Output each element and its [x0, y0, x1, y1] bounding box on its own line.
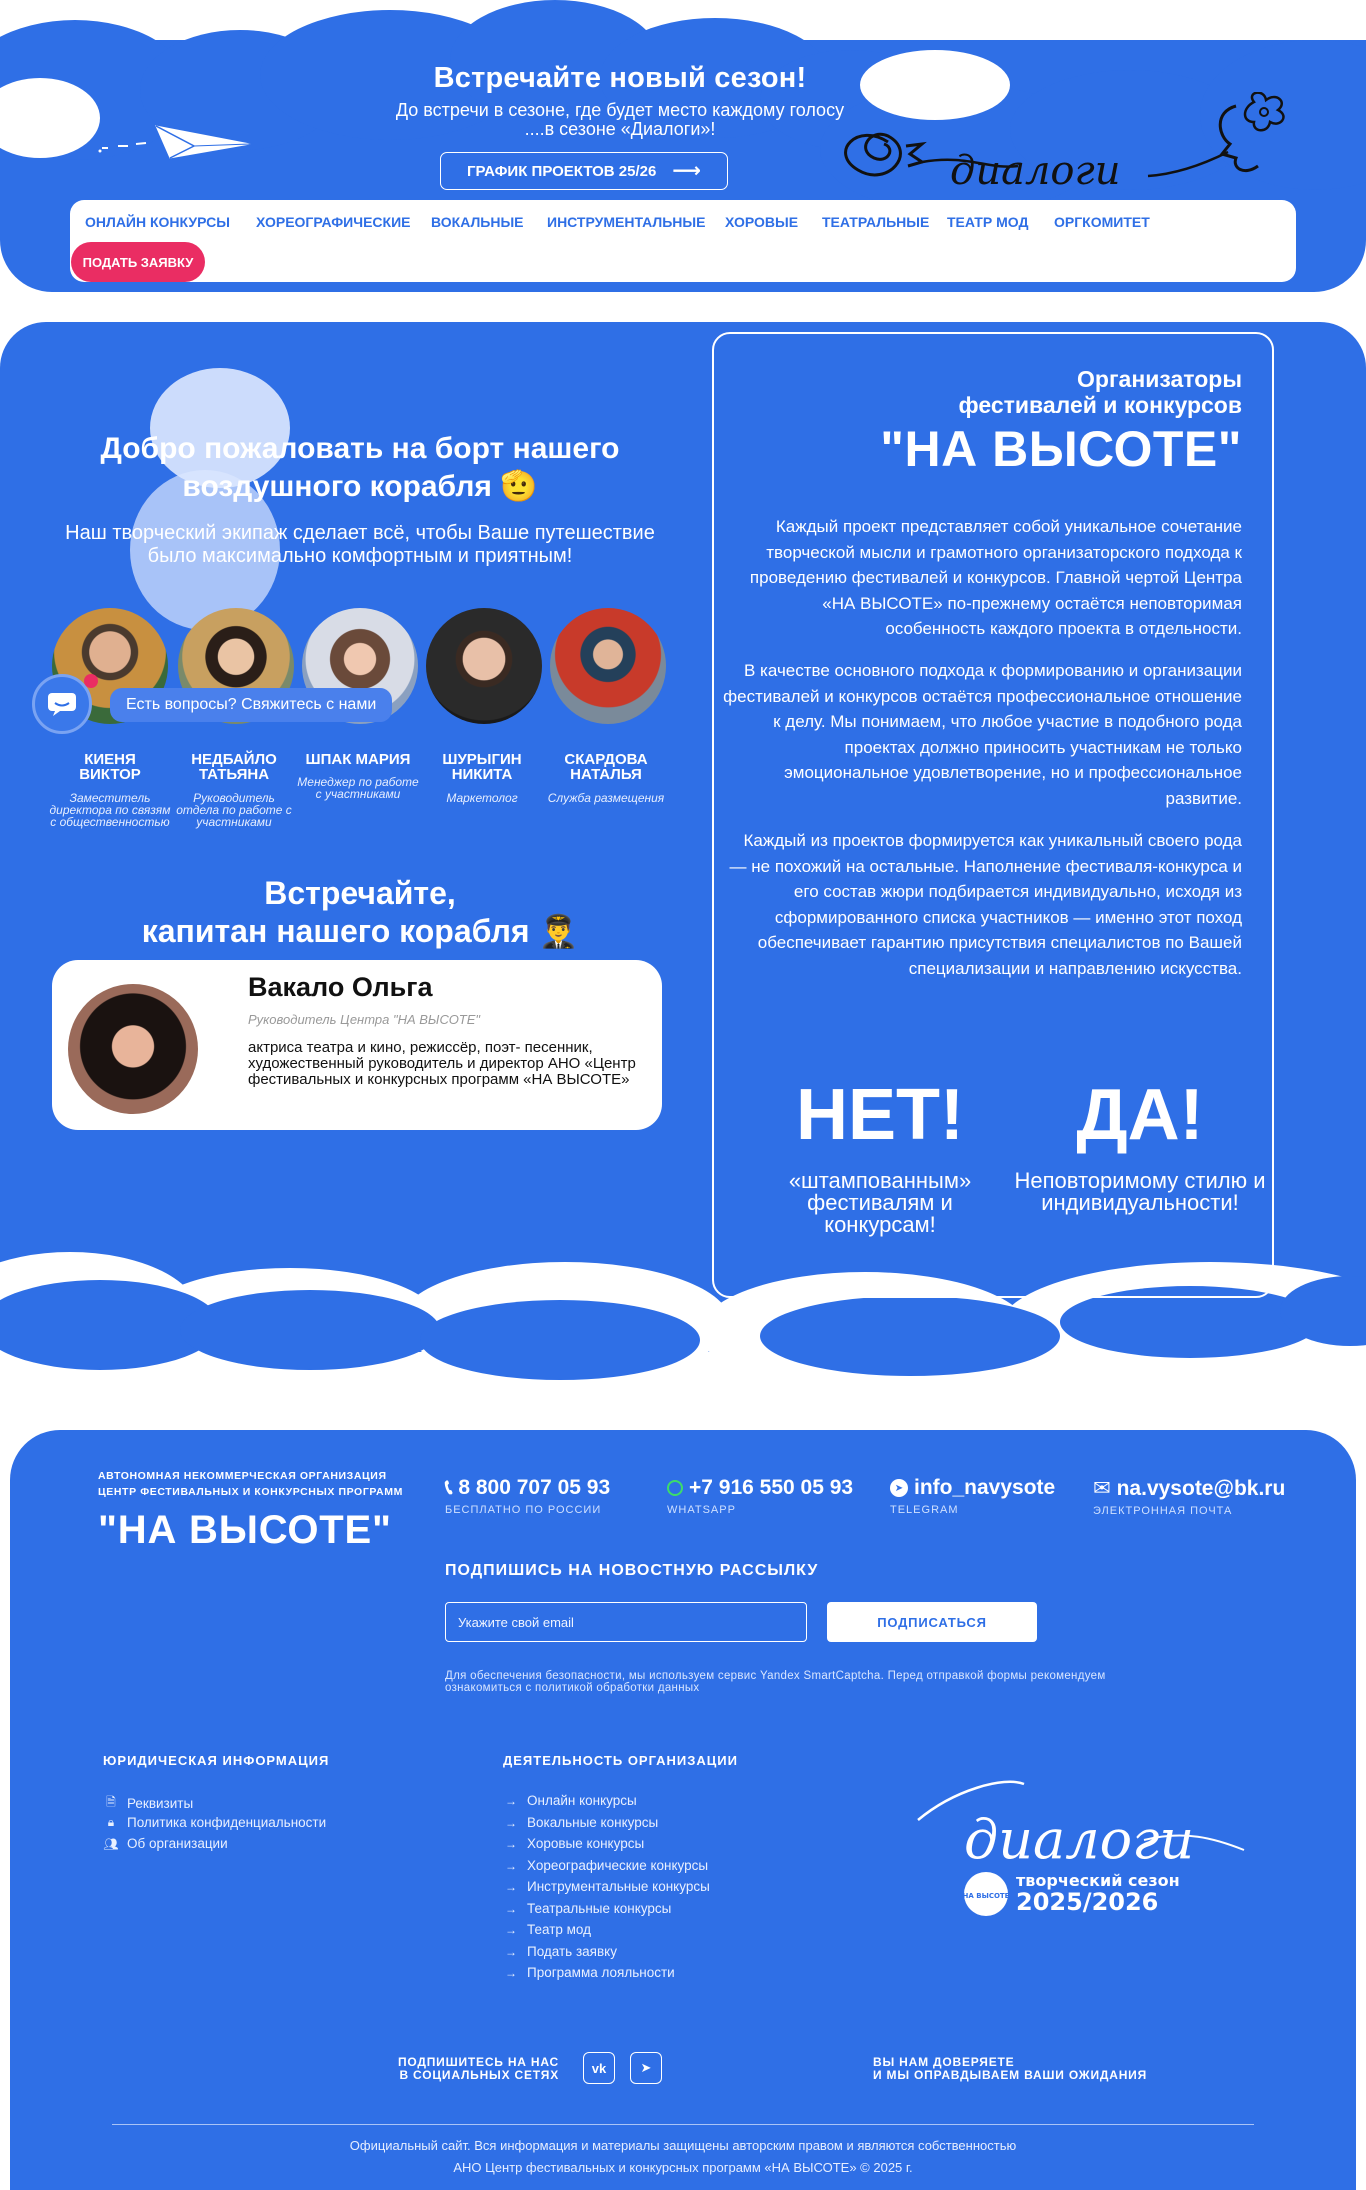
activity-title: ДЕЯТЕЛЬНОСТЬ ОРГАНИЗАЦИИ [503, 1753, 738, 1768]
contact-phone [445, 1476, 610, 1516]
logo-wordmark: диалоги [950, 148, 1121, 194]
organizers-heading: Организаторы [1077, 366, 1242, 392]
social-title-line: ПОДПИШИТЕСЬ НА НАС [398, 2055, 560, 2069]
email-link[interactable] [1093, 1476, 1285, 1501]
hero-title: Встречайте новый сезон! [433, 62, 807, 94]
lock-icon: 🔒︎ [107, 1815, 115, 1829]
welcome-subtitle [40, 522, 680, 568]
name-line: НИКИТА [451, 766, 513, 783]
captain-card [52, 960, 662, 1130]
link-label: Инструментальные конкурсы [527, 1879, 710, 1894]
trust-title [873, 2056, 1147, 2082]
arrow-right-icon: → [505, 1793, 517, 1808]
arrow-right-icon: → [505, 1944, 517, 1959]
welcome-subtitle-line: было максимально комфортным и приятным! [147, 545, 573, 567]
team-member-role: Служба размещения [547, 791, 665, 805]
schedule-button[interactable] [440, 152, 728, 190]
apply-button[interactable]: ПОДАТЬ ЗАЯВКУ [71, 242, 205, 282]
captain-avatar [68, 984, 198, 1114]
subscribe-button[interactable]: ПОДПИСАТЬСЯ [827, 1602, 1037, 1642]
name-line: НАТАЛЬЯ [570, 766, 642, 783]
newsletter-title: ПОДПИШИСЬ НА НОВОСТНУЮ РАССЫЛКУ [445, 1562, 819, 1579]
captain-title-line: капитан нашего корабля 👨‍✈️ [141, 913, 579, 949]
captain-title [40, 874, 680, 950]
activity-link[interactable] [503, 1836, 644, 1851]
social-title-line: В СОЦИАЛЬНЫХ СЕТЯХ [399, 2068, 560, 2082]
team-member-role: Заместитель директора по связям с общественностью [49, 791, 171, 829]
activity-link[interactable] [503, 1901, 671, 1916]
newsletter-email-input[interactable] [445, 1602, 807, 1642]
phone-link[interactable] [445, 1476, 610, 1500]
season-logo-years: 2025/2026 [1016, 1888, 1159, 1916]
copyright: АНО Центр фестивальных и конкурсных программ «НА ВЫСОТЕ» © 2025 г. [453, 2160, 913, 2175]
whatsapp-icon [667, 1480, 683, 1496]
chat-bubble-icon[interactable] [32, 674, 92, 734]
link-label: Онлайн конкурсы [527, 1793, 637, 1808]
telegram-icon[interactable]: ➤ [630, 2052, 662, 2084]
whatsapp-value: +7 916 550 05 93 [689, 1476, 854, 1499]
email-label: ЭЛЕКТРОННАЯ ПОЧТА [1093, 1505, 1233, 1517]
nav-online-contests[interactable]: ОНЛАЙН КОНКУРСЫ [85, 214, 230, 230]
no-heading: НЕТ! [796, 1075, 964, 1155]
organizers-paragraph: В качестве основного подхода к формированию и организации фестивалей и конкурсов остаётся профессиональное отношение к делу. Мы понимаем, что любое участие в подобного рода проектах должно приносить участникам не только эмоциональное удовлетворение, но и профессиональное развитие. [723, 661, 1242, 808]
activity-link[interactable] [503, 1858, 708, 1873]
nav-org-committee[interactable]: ОРГКОМИТЕТ [1054, 214, 1150, 230]
cloud-shape [420, 1300, 700, 1380]
welcome-subtitle-line: Наш творческий экипаж сделает всё, чтобы Ваше путешествие [65, 522, 655, 544]
name-line: ШУРЫГИН [442, 751, 522, 768]
whatsapp-link[interactable] [667, 1476, 853, 1500]
paper-plane-icon [98, 118, 258, 168]
link-label: Политика конфиденциальности [127, 1815, 327, 1830]
chat-prompt[interactable]: Есть вопросы? Свяжитесь с нами [110, 688, 392, 722]
privacy-policy-link[interactable]: ознакомиться с политикой обработки данных [445, 1682, 700, 1694]
chat-widget [32, 674, 398, 734]
arrow-right-icon: → [505, 1836, 517, 1851]
trust-line: И МЫ ОПРАВДЫВАЕМ ВАШИ ОЖИДАНИЯ [873, 2068, 1148, 2082]
legal-link-privacy[interactable] [103, 1815, 326, 1830]
link-label: Театральные конкурсы [527, 1901, 672, 1916]
team-member-name [542, 752, 670, 782]
arrow-right-icon: → [505, 1858, 517, 1873]
captain-title-line: Встречайте, [264, 875, 456, 911]
vk-icon[interactable]: vk [583, 2052, 615, 2084]
header [0, 0, 1366, 295]
name-line: ТАТЬЯНА [198, 766, 270, 783]
phone-label: БЕСПЛАТНО ПО РОССИИ [445, 1504, 602, 1516]
organizers-panel [712, 332, 1274, 1298]
season-logo-caption: творческий сезон [1016, 1871, 1180, 1890]
link-label: Театр мод [527, 1922, 592, 1937]
organizers-paragraph: Каждый проект представляет собой уникальное сочетание творческой мысли и грамотного организаторского подхода к проведению фестивалей и конкурсов. Главной чертой Центра «НА ВЫСОТЕ» по-прежнему остаётся неповторимая особенность каждого проекта в отдельности. [749, 517, 1242, 638]
legal-info-title: ЮРИДИЧЕСКАЯ ИНФОРМАЦИЯ [103, 1753, 330, 1768]
link-label: Хоровые конкурсы [527, 1836, 645, 1851]
mail-icon: ✉ [1093, 1477, 1111, 1500]
arrow-right-icon: → [505, 1901, 517, 1916]
footer-org-type [98, 1468, 403, 1500]
captain-name: Вакало Ольга [248, 972, 433, 1002]
arrow-right-icon: → [505, 1965, 517, 1980]
team-member-name [294, 752, 422, 767]
team-photo-avatar [426, 608, 542, 724]
activity-link[interactable] [503, 1922, 591, 1937]
team-member-role: Менеджер по работе с участниками [297, 775, 419, 801]
captcha-note [445, 1670, 1245, 1694]
org-type-line: ЦЕНТР ФЕСТИВАЛЬНЫХ И КОНКУРСНЫХ ПРОГРАММ [98, 1486, 403, 1498]
email-value: na.vysote@bk.ru [1116, 1476, 1286, 1500]
link-label: Вокальные конкурсы [527, 1815, 659, 1830]
name-line: СКАРДОВА [564, 751, 648, 768]
no-text: «штампованным» фестивалям и конкурсам! [788, 1168, 972, 1237]
document-icon: 🗎︎ [106, 1795, 116, 1809]
org-type-line: АВТОНОМНАЯ НЕКОММЕРЧЕСКАЯ ОРГАНИЗАЦИЯ [98, 1470, 387, 1482]
link-label: Программа лояльности [527, 1965, 675, 1980]
organizers-paragraph: Каждый из проектов формируется как уникальный своего рода — не похожий на остальные. Наполнение фестиваля-конкурса и его состав жюри подбирается индивидуально, исходя из сформированного списка участников — именно этот поход обеспечивает гарантию присутствия специалистов по Вашей специализации и направлению искусства. [729, 831, 1242, 978]
yes-text: Неповторимому стилю и индивидуальности! [1014, 1168, 1266, 1215]
telegram-link[interactable] [890, 1476, 1055, 1500]
phone-icon: 📞︎ [445, 1476, 453, 1499]
season-logo-badge: НА ВЫСОТЕ [962, 1892, 1010, 1900]
activity-link[interactable] [503, 1793, 637, 1808]
nav-choral[interactable]: ХОРОВЫЕ [725, 214, 799, 230]
team-member-role: Руководитель отдела по работе с участниками [176, 791, 292, 829]
captain-description: актриса театра и кино, режиссёр, поэт- песенник, художественный руководитель и директор АНО «Центр фестивальных и конкурсных программ «НА ВЫСОТЕ» [248, 1039, 636, 1088]
whatsapp-label: WHATSAPP [667, 1504, 736, 1516]
legal-link-about[interactable] [103, 1836, 228, 1851]
nav-choreographic[interactable]: ХОРЕОГРАФИЧЕСКИЕ [256, 214, 411, 230]
activity-link[interactable] [503, 1879, 710, 1894]
contact-telegram [890, 1476, 1055, 1516]
season-logo [914, 1770, 1254, 1920]
link-label: Реквизиты [127, 1796, 194, 1811]
main-navigation [70, 200, 1296, 282]
arrow-right-icon: ⟶ [672, 160, 701, 182]
name-line: НЕДБАЙЛО [191, 751, 277, 768]
welcome-title-line: воздушного корабля 🫡 [182, 470, 538, 503]
cloud-shape [180, 1290, 440, 1370]
name-line: ВИКТОР [79, 766, 141, 783]
welcome-title-line: Добро пожаловать на борт нашего [100, 432, 620, 465]
arrow-right-icon: → [505, 1815, 517, 1830]
team-member-name [46, 752, 174, 782]
arrow-right-icon: → [505, 1922, 517, 1937]
activity-link[interactable] [503, 1965, 675, 1980]
contact-whatsapp [667, 1476, 853, 1516]
captain-role: Руководитель Центра "НА ВЫСОТЕ" [248, 1012, 481, 1027]
nav-theatrical[interactable]: ТЕАТРАЛЬНЫЕ [822, 214, 930, 230]
team-photo-avatar [550, 608, 666, 724]
telegram-value: info_navysote [914, 1476, 1056, 1499]
nav-instrumental[interactable]: ИНСТРУМЕНТАЛЬНЫЕ [547, 214, 706, 230]
phone-value: 8 800 707 05 93 [458, 1476, 611, 1499]
trust-line: ВЫ НАМ ДОВЕРЯЕТЕ [873, 2055, 1015, 2069]
link-label: Подать заявку [527, 1944, 617, 1959]
activity-link[interactable] [503, 1944, 617, 1959]
name-line: КИЕНЯ [84, 751, 136, 768]
copyright: Официальный сайт. Вся информация и материалы защищены авторским правом и являются собственностью [349, 2138, 1017, 2153]
captcha-note-line: Для обеспечения безопасности, мы используем сервис Yandex SmartCaptcha. Перед отправкой формы рекомендуем [445, 1670, 1106, 1682]
telegram-label: TELEGRAM [890, 1504, 959, 1516]
team-member-name [170, 752, 298, 782]
notification-badge [84, 674, 98, 688]
hero-subtitle: До встречи в сезоне, где будет место каждому голосу [395, 100, 845, 120]
welcome-title [40, 430, 680, 506]
organizers-heading: фестивалей и конкурсов [958, 392, 1242, 418]
team-member-role: Маркетолог [446, 791, 518, 805]
yes-heading: ДА! [1076, 1075, 1204, 1155]
team-member-name [418, 752, 546, 782]
activity-link[interactable] [503, 1815, 658, 1830]
legal-link-requisites[interactable] [103, 1793, 193, 1814]
footer-org-name: "НА ВЫСОТЕ" [98, 1508, 392, 1552]
link-label: Хореографические конкурсы [527, 1858, 709, 1873]
dialogi-logo[interactable] [818, 92, 1298, 202]
link-label: Об организации [127, 1836, 228, 1851]
arrow-right-icon: → [505, 1879, 517, 1894]
name-line: ШПАК МАРИЯ [305, 751, 411, 768]
nav-vocal[interactable]: ВОКАЛЬНЫЕ [431, 214, 524, 230]
nav-fashion-theatre[interactable]: ТЕАТР МОД [947, 214, 1029, 230]
hero-subtitle: ....в сезоне «Диалоги»! [524, 119, 716, 139]
social-title [398, 2056, 559, 2082]
contact-email [1093, 1476, 1285, 1517]
cloud-shape [760, 1296, 1060, 1376]
organizers-name: "НА ВЫСОТЕ" [880, 421, 1242, 477]
users-icon: 👥︎ [103, 1836, 119, 1851]
season-logo-script: диалоги [964, 1808, 1195, 1871]
telegram-icon: ➤ [890, 1479, 908, 1497]
footer-divider [112, 2124, 1254, 2125]
schedule-button-label: ГРАФИК ПРОЕКТОВ 25/26 [466, 162, 657, 180]
